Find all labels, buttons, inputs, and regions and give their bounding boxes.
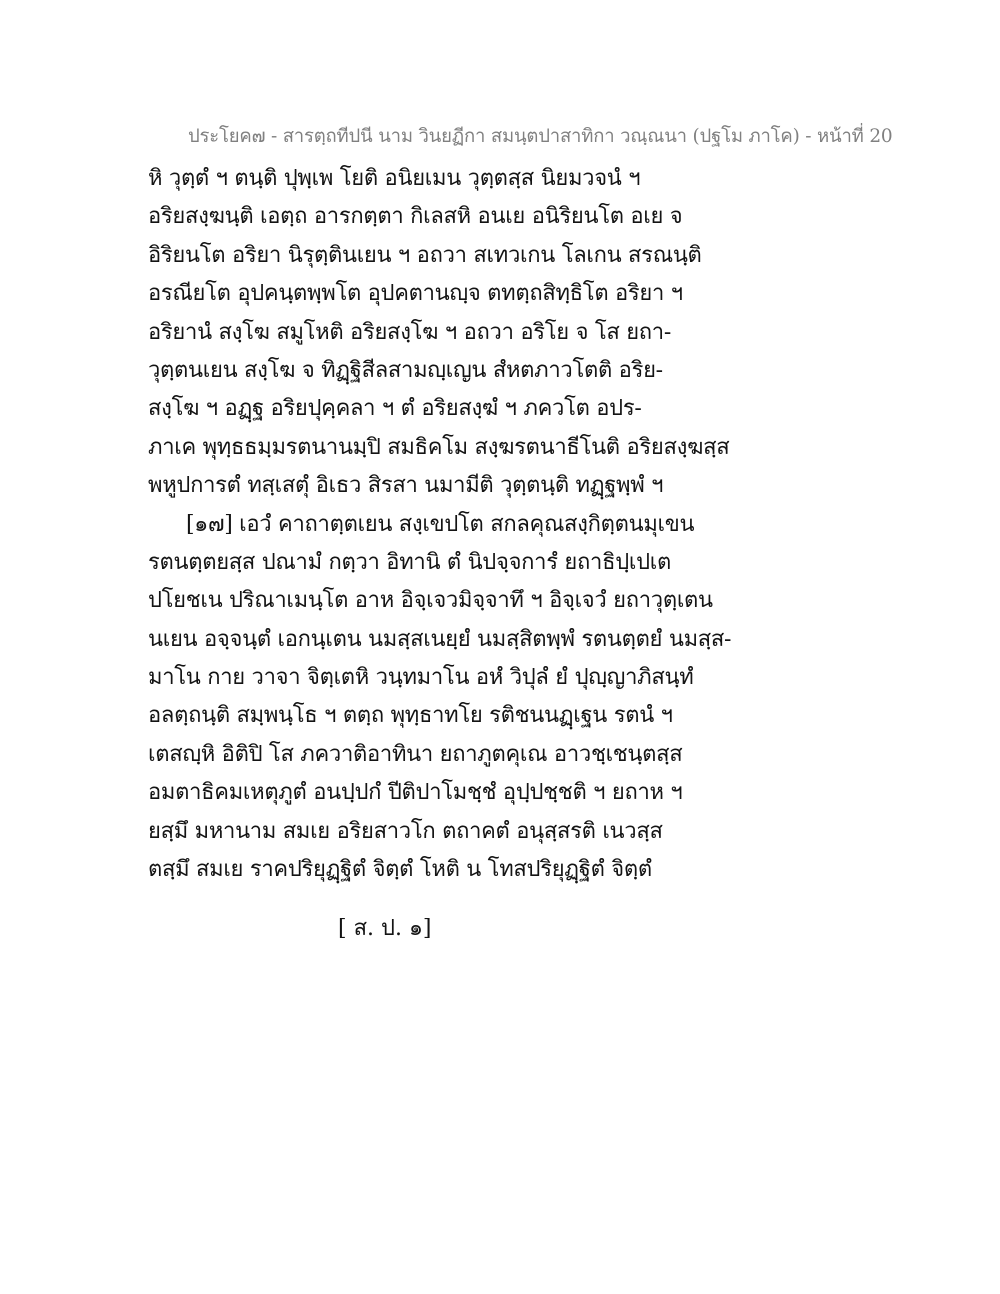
text-line: อลตฺถนฺติ สมฺพนฺโธ ฯ ตตฺถ พุทฺธาทโย รติชนนฏฺเฐน รตนํ ฯ <box>148 703 673 729</box>
paragraph-start-line: [๑๗] เอวํ คาถาตฺตเยน สงฺเขปโต สกลคุณสงฺกิตฺตนมุเขน <box>186 511 695 537</box>
text-line: อริยสงฺฆนฺติ เอตฺถ อารกตฺตา กิเลสหิ อนเย อนิริยนโต อเย จ <box>148 204 683 230</box>
text-line: มาโน กาย วาจา จิตฺเตหิ วนฺทมาโน อหํ วิปุลํ ยํ ปุญฺญาภิสนฺทํ <box>148 665 694 691</box>
text-line: ตสฺมึ สมเย ราคปริยุฏฺฐิตํ จิตฺตํ โหติ น โทสปริยุฏฺฐิตํ จิตฺตํ <box>148 857 652 883</box>
text-line: หิ วุตฺตํ ฯ ตนฺติ ปุพฺเพ โยติ อนิยเมน วุตฺตสฺส นิยมวจนํ ฯ <box>148 166 641 191</box>
text-line: สงฺโฆ ฯ อฏฺฐ อริยปุคฺคลา ฯ ตํ อริยสงฺฆํ ฯ ภควโต อปร- <box>148 396 642 422</box>
text-line: อรณียโต อุปคนฺตพฺพโต อุปคตานญฺจ ตทตฺถสิทฺธิโต อริยา ฯ <box>148 281 683 307</box>
text-line: อิริยนโต อริยา นิรุตฺตินเยน ฯ อถวา สเทวเกน โลเกน สรณนฺติ <box>148 242 702 268</box>
running-header: ประโยค๗ - สารตฺถทีปนี นาม วินยฏีกา สมนฺตปาสาทิกา วณฺณนา (ปฐโม ภาโค) - หน้าที่ 20 <box>188 126 893 147</box>
text-line: นเยน อจฺจนฺตํ เอกนฺเตน นมสฺสเนยฺยํ นมสฺสิตพฺพํ รตนตฺตยํ นมสฺส- <box>148 626 732 652</box>
text-line: วุตฺตนเยน สงฺโฆ จ ทิฏฺฐิสีลสามญฺเญน สํหตภาวโตติ อริย- <box>148 357 663 383</box>
text-line: ยสฺมึ มหานาม สมเย อริยสาวโก ตถาคตํ อนุสฺสรติ เนวสฺส <box>148 818 663 844</box>
text-line: พหูปการตํ ทสฺเสตุํ อิเธว สิรสา นมามีติ วุตฺตนฺติ ทฏฺฐพฺพํ ฯ <box>148 473 664 499</box>
body-text <box>148 160 732 889</box>
text-line: ภาเค พุทฺธธมฺมรตนานมฺปิ สมธิคโม สงฺฆรตนาธีโนติ อริยสงฺฆสฺส <box>148 434 730 460</box>
page-reference-marker: [ ส. ป. ๑] <box>338 916 432 941</box>
text-line: รตนตฺตยสฺส ปณามํ กตฺวา อิทานิ ตํ นิปจฺจการํ ยถาธิปฺเปเต <box>148 549 671 575</box>
text-line: อมตาธิคมเหตุภูตํ อนปฺปกํ ปีติปาโมชฺชํ อุปฺปชฺชติ ฯ ยถาห ฯ <box>148 780 683 806</box>
text-line: เตสญฺหิ อิติปิ โส ภควาติอาทินา ยถาภูตคุเณ อาวชฺเชนฺตสฺส <box>148 741 683 767</box>
text-line: ปโยชเน ปริณาเมนฺโต อาห อิจฺเจวมิจฺจาทึ ฯ อิจฺเจวํ ยถาวุตฺเตน <box>148 588 713 614</box>
text-line: อริยานํ สงฺโฆ สมูโหติ อริยสงฺโฆ ฯ อถวา อริโย จ โส ยถา- <box>148 319 671 345</box>
